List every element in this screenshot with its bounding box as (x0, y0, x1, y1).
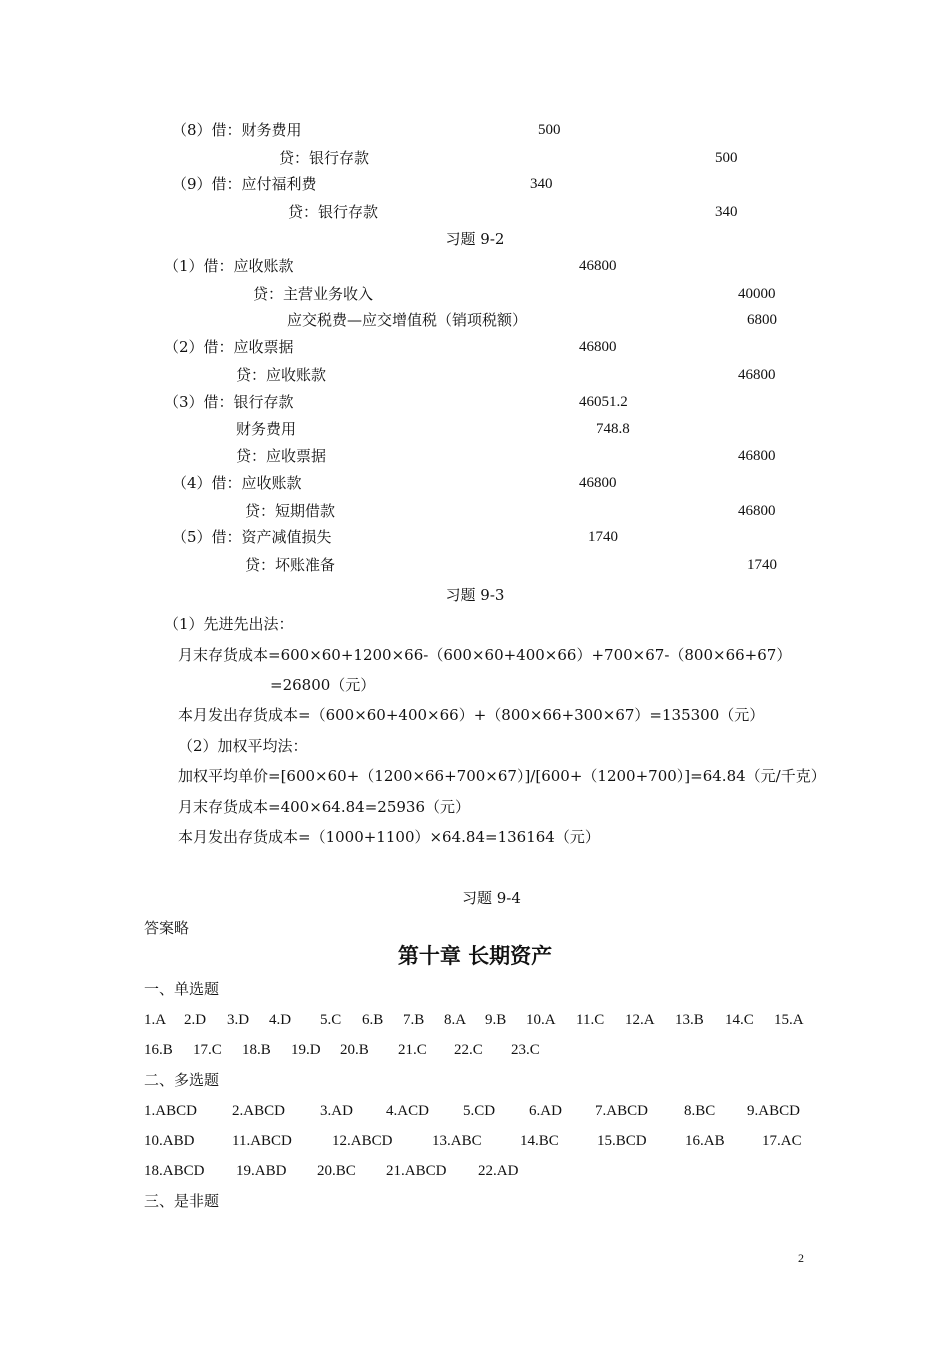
ex92-amount-6: 46051.2 (579, 394, 628, 410)
ex92-line-4: （2）借：应收票据 (164, 338, 294, 356)
ex93-formula-5: 本月发出存货成本=（1000+1100）×64.84=136164（元） (178, 828, 600, 846)
ex92-amount-10: 46800 (738, 503, 776, 519)
answer-item: 7.B (403, 1012, 425, 1028)
exercise-9-2-title: 习题 9-2 (445, 230, 505, 248)
ex93-formula-1: 月末存货成本=600×60+1200×66-（600×60+400×66）+700×67-（800×66+67） (178, 646, 792, 664)
ex92-amount-8: 46800 (738, 448, 776, 464)
answer-item: 18.ABCD (144, 1163, 205, 1179)
answer-item: 12.ABCD (332, 1133, 393, 1149)
ex92-amount-1: 46800 (579, 258, 617, 274)
multi-choice-heading: 二、多选题 (144, 1071, 220, 1089)
chapter-10-title: 第十章 长期资产 (397, 943, 553, 968)
answer-item: 6.B (362, 1012, 384, 1028)
ex92-line-6: （3）借：银行存款 (164, 393, 294, 411)
ex92-amount-7: 748.8 (596, 421, 630, 437)
answer-item: 7.ABCD (595, 1103, 648, 1119)
ex92-line-11: （5）借：资产减值损失 (172, 528, 332, 546)
answer-item: 3.D (227, 1012, 250, 1028)
ex92-line-8: 贷：应收票据 (236, 447, 327, 465)
ex92-amount-12: 1740 (747, 557, 777, 573)
answer-item: 5.CD (463, 1103, 496, 1119)
ex92-line-12: 贷：坏账准备 (245, 556, 336, 574)
ex92-line-3: 应交税费—应交增值税（销项税额） (287, 311, 528, 329)
ex93-formula-1-result: =26800（元） (270, 676, 376, 694)
entry-8-credit-amount: 500 (715, 150, 738, 166)
answer-item: 12.A (625, 1012, 655, 1028)
answer-item: 18.B (242, 1042, 271, 1058)
answer-item: 22.AD (478, 1163, 519, 1179)
ex92-line-1: （1）借：应收账款 (164, 257, 294, 275)
entry-9-credit-label: 贷：银行存款 (288, 203, 379, 221)
entry-8-credit-label: 贷：银行存款 (279, 149, 370, 167)
exercise-9-4-title: 习题 9-4 (462, 889, 521, 907)
true-false-heading: 三、是非题 (144, 1192, 220, 1210)
page-number: 2 (798, 1251, 804, 1265)
answer-item: 9.ABCD (747, 1103, 800, 1119)
answer-item: 11.ABCD (232, 1133, 292, 1149)
answer-item: 21.C (398, 1042, 427, 1058)
ex92-amount-2: 40000 (738, 286, 776, 302)
entry-8-debit-amount: 500 (538, 122, 561, 138)
ex93-formula-3: 加权平均单价=[600×60+（1200×66+700×67）]/[600+（1200+700）]=64.84（元/千克） (178, 767, 826, 785)
answer-item: 13.B (675, 1012, 704, 1028)
ex92-amount-4: 46800 (579, 339, 617, 355)
ex92-line-5: 贷：应收账款 (236, 366, 327, 384)
answer-item: 22.C (454, 1042, 483, 1058)
answer-item: 3.AD (320, 1103, 353, 1119)
answer-item: 15.A (774, 1012, 804, 1028)
answer-item: 16.B (144, 1042, 173, 1058)
ex94-answer: 答案略 (144, 919, 190, 937)
entry-8-debit-label: （8）借：财务费用 (172, 121, 302, 139)
ex93-method-2: （2）加权平均法： (178, 737, 308, 755)
entry-9-debit-amount: 340 (530, 176, 553, 192)
ex92-amount-11: 1740 (588, 529, 618, 545)
answer-item: 5.C (320, 1012, 342, 1028)
answer-item: 1.ABCD (144, 1103, 197, 1119)
answer-item: 14.BC (520, 1133, 559, 1149)
answer-item: 16.AB (685, 1133, 725, 1149)
answer-item: 19.D (291, 1042, 321, 1058)
entry-9-debit-label: （9）借：应付福利费 (172, 175, 317, 193)
ex92-amount-9: 46800 (579, 475, 617, 491)
ex93-method-1: （1）先进先出法： (164, 615, 294, 633)
ex92-amount-5: 46800 (738, 367, 776, 383)
answer-item: 13.ABC (432, 1133, 482, 1149)
answer-item: 23.C (511, 1042, 540, 1058)
answer-item: 20.B (340, 1042, 369, 1058)
answer-item: 1.A (144, 1012, 167, 1028)
ex93-formula-4: 月末存货成本=400×64.84=25936（元） (178, 798, 470, 816)
answer-item: 2.ABCD (232, 1103, 285, 1119)
answer-item: 10.ABD (144, 1133, 195, 1149)
answer-item: 20.BC (317, 1163, 356, 1179)
answer-item: 15.BCD (597, 1133, 647, 1149)
answer-item: 11.C (576, 1012, 605, 1028)
answer-item: 21.ABCD (386, 1163, 447, 1179)
ex93-formula-2: 本月发出存货成本=（600×60+400×66）+（800×66+300×67）=135300（元） (178, 706, 765, 724)
ex92-line-2: 贷：主营业务收入 (253, 285, 374, 303)
answer-item: 17.AC (762, 1133, 802, 1149)
answer-item: 14.C (725, 1012, 754, 1028)
entry-9-credit-amount: 340 (715, 204, 738, 220)
answer-item: 6.AD (529, 1103, 562, 1119)
answer-item: 9.B (485, 1012, 507, 1028)
answer-item: 8.A (444, 1012, 467, 1028)
ex92-line-7: 财务费用 (236, 420, 297, 438)
ex92-amount-3: 6800 (747, 312, 777, 328)
single-choice-heading: 一、单选题 (144, 980, 220, 998)
answer-item: 4.D (269, 1012, 292, 1028)
exercise-9-3-title: 习题 9-3 (445, 586, 505, 604)
answer-item: 4.ACD (386, 1103, 429, 1119)
answer-item: 10.A (526, 1012, 556, 1028)
answer-item: 2.D (184, 1012, 207, 1028)
ex92-line-10: 贷：短期借款 (245, 502, 336, 520)
answer-item: 19.ABD (236, 1163, 287, 1179)
answer-item: 17.C (193, 1042, 222, 1058)
answer-item: 8.BC (684, 1103, 716, 1119)
ex92-line-9: （4）借：应收账款 (172, 474, 302, 492)
